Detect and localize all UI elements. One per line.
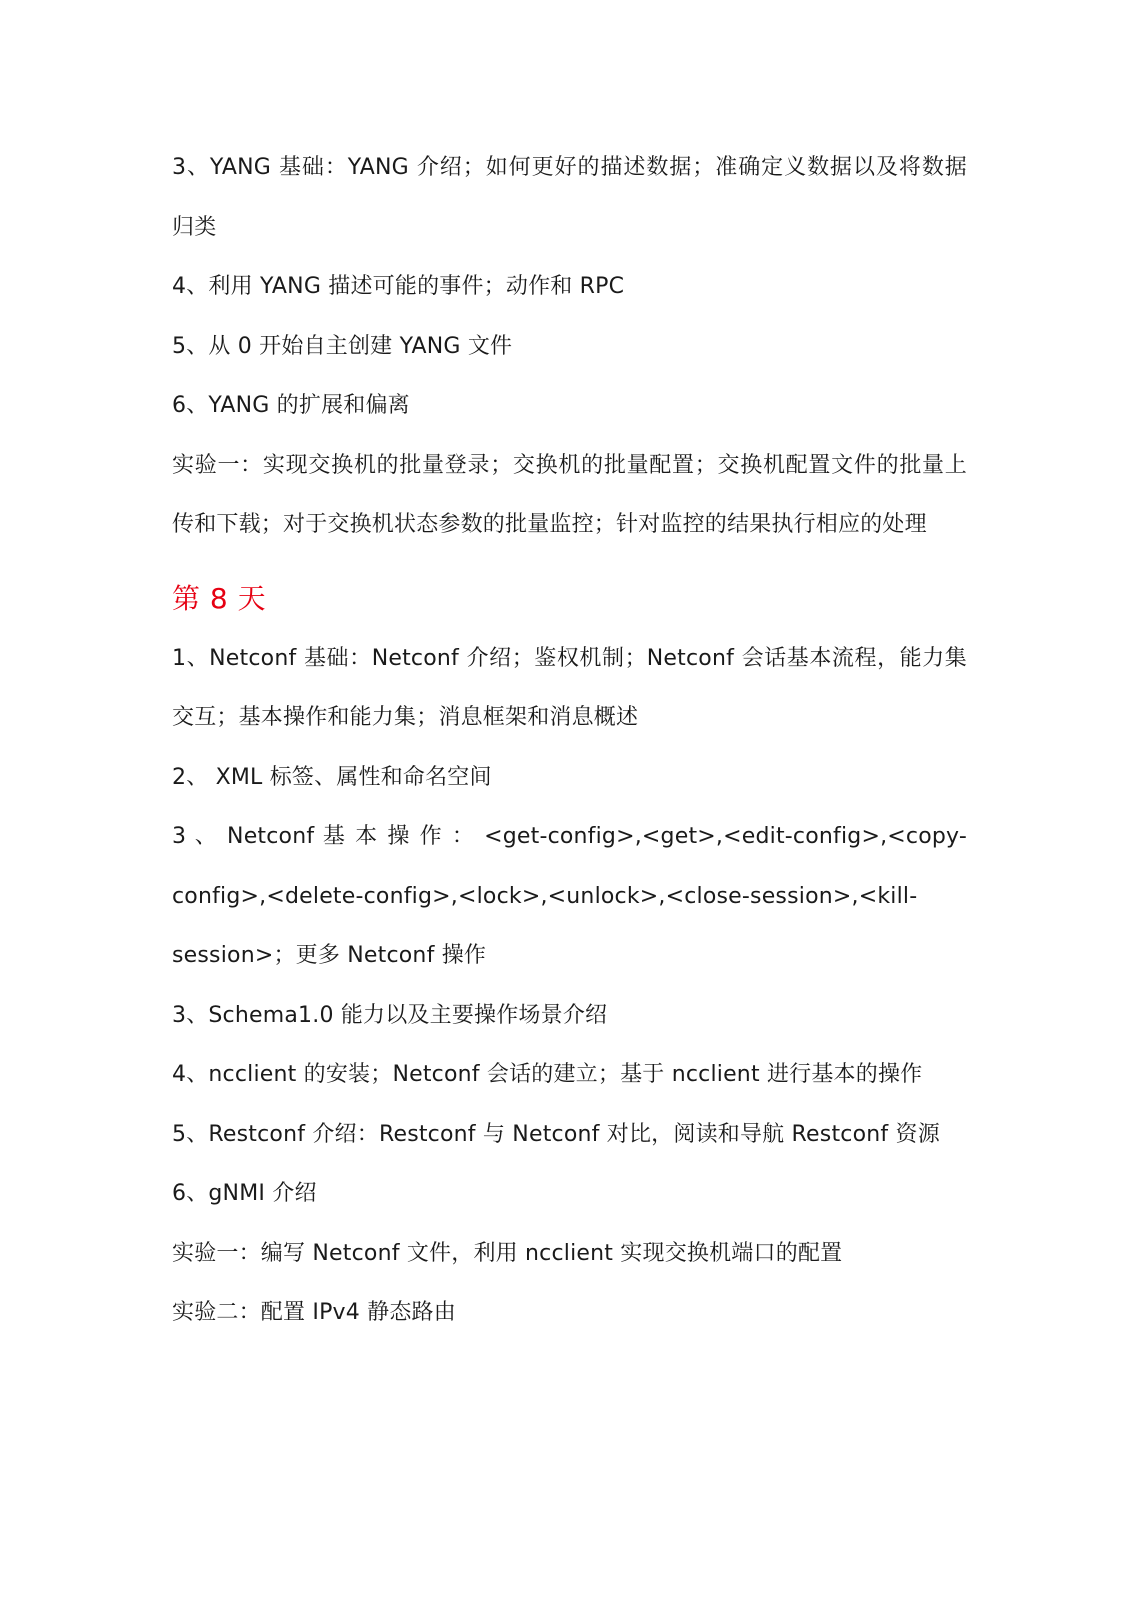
text-line: 3、YANG 基础：YANG 介绍；如何更好的描述数据；准确定义数据以及将数据 [172,155,967,180]
text-line: 交互；基本操作和能力集；消息框架和消息概述 [172,705,639,730]
document-body [172,138,967,1343]
day-heading: 第 8 天 [172,581,267,615]
text-line: 实验二：配置 IPv4 静态路由 [172,1300,456,1325]
text-line: 1、Netconf 基础：Netconf 介绍；鉴权机制；Netconf 会话基本流程，能力集 [172,645,967,671]
text-line: 5、从 0 开始自主创建 YANG 文件 [172,333,513,359]
text-line: 2、 XML 标签、属性和命名空间 [172,764,492,790]
text-line: 实验一：实现交换机的批量登录；交换机的批量配置；交换机配置文件的批量上 [172,452,967,478]
text-line: 实验一：编写 Netconf 文件，利用 ncclient 实现交换机端口的配置 [172,1240,843,1266]
text-line: 6、YANG 的扩展和偏离 [172,393,410,418]
text-line: 4、利用 YANG 描述可能的事件；动作和 RPC [172,274,625,299]
section-day8 [172,629,967,1343]
text-line: session>；更多 Netconf 操作 [172,943,487,968]
text-line: 5、Restconf 介绍：Restconf 与 Netconf 对比，阅读和导航 Restconf 资源 [172,1121,940,1147]
text-line: 3、Schema1.0 能力以及主要操作场景介绍 [172,1002,608,1028]
text-line: config>,<delete-config>,<lock>,<unlock>,<close-session>,<kill- [172,883,918,909]
text-line: 4、ncclient 的安装；Netconf 会话的建立；基于 ncclient 进行基本的操作 [172,1062,923,1087]
text-line: 归类 [172,214,217,240]
text-line: 3 、 Netconf 基 本 操 作 ： <get-config>,<get>,<edit-config>,<copy- [172,824,967,849]
text-line: 6、gNMI 介绍 [172,1181,317,1206]
text-line: 传和下载；对于交换机状态参数的批量监控；针对监控的结果执行相应的处理 [172,512,927,537]
section-prev [172,138,967,555]
